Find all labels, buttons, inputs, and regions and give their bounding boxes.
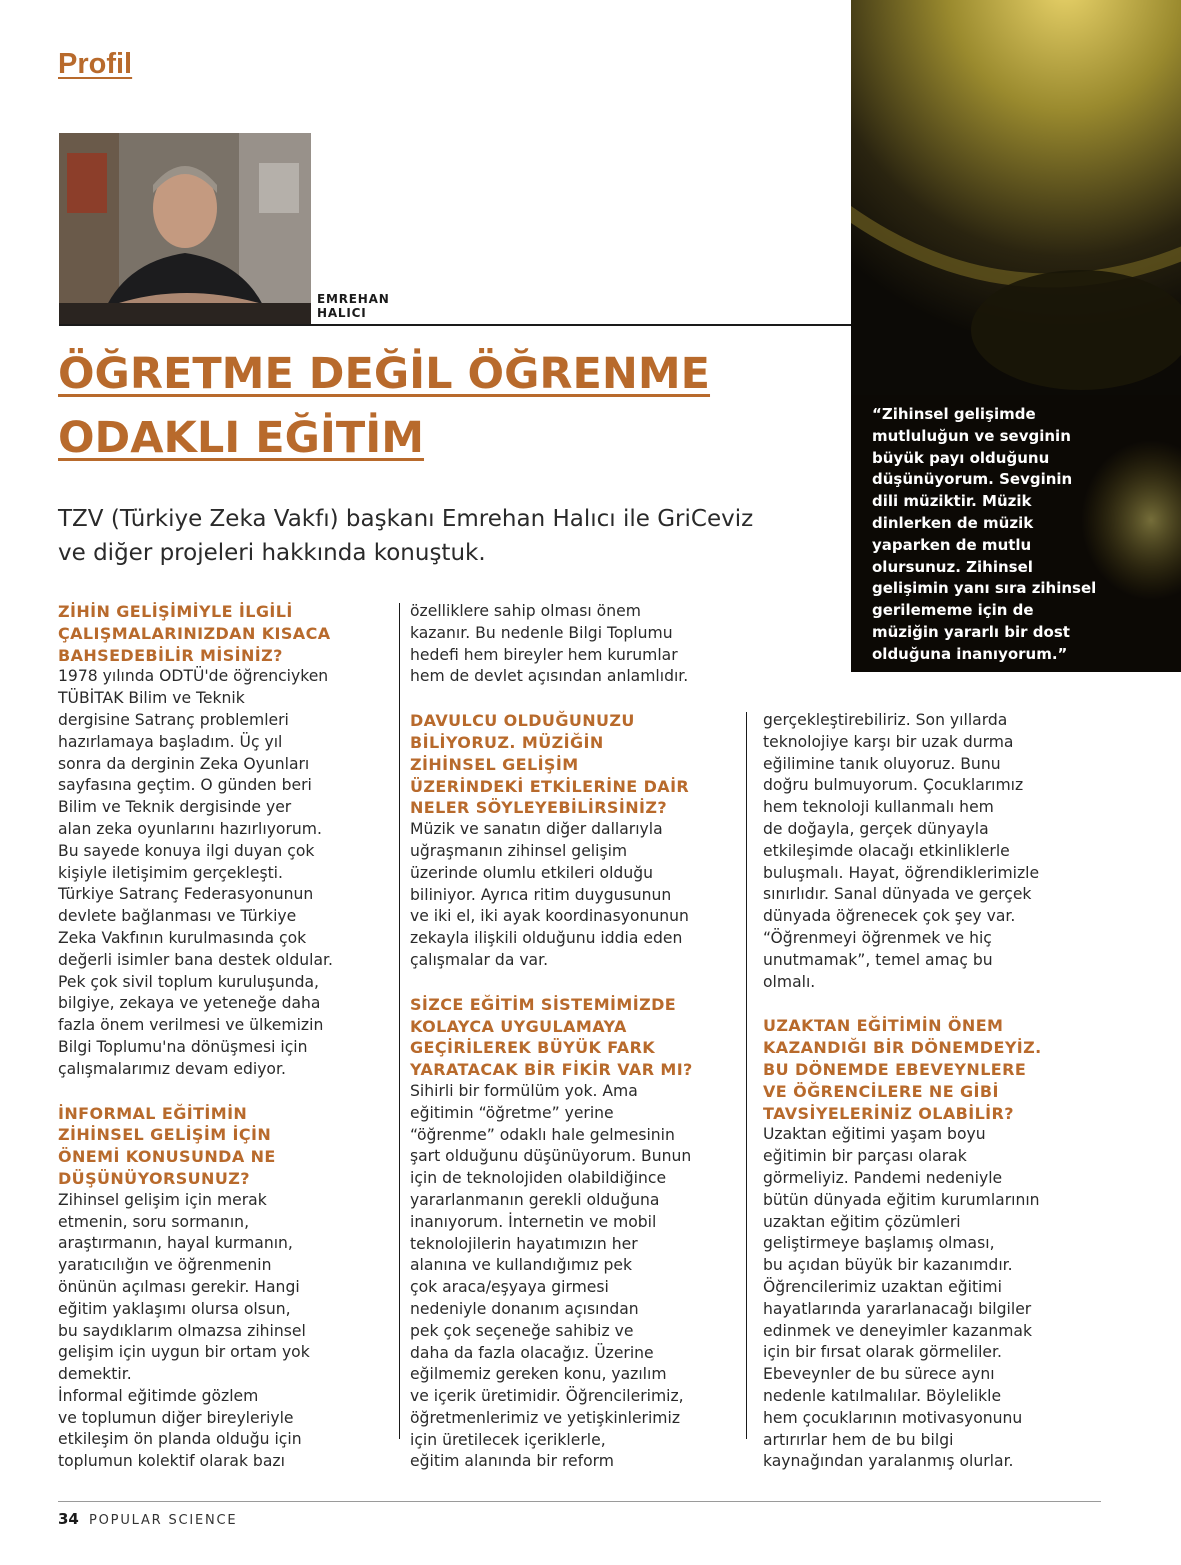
answer-text: Sihirli bir formülüm yok. Ama eğitimin “öğretme” yerine “öğrenme” odaklı hale gelmesinin şart olduğunu düşünüyorum. Bunun için de teknolojiden olabildiğince yararlanmanın gerekli olduğuna inanıyorum. İnternetin ve mobil teknolojilerin hayatımızın her alanına ve kullandığımız pek çok araca/eşyaya girmesi nedeniyle donanım açısından pek çok seçeneğe sahibiz ve daha da fazla olacağız. Üzerine eğilmemiz gereken konu, yazılım ve içerik üretimidir. Öğrencilerimiz, öğretmenlerimiz ve yetişkinlerimiz için üretilecek içeriklerle, eğitim alanında bir reform bbox=[410, 1081, 692, 1471]
question-heading: UZAKTAN EĞİTİMİN ÖNEM KAZANDIĞI BİR DÖNEMDEYİZ. BU DÖNEMDE EBEVEYNLERE VE ÖĞRENCİLERE NE GİBİ TAVSİYELERİNİZ OLABİLİR? bbox=[763, 1016, 1042, 1123]
answer-text: 1978 yılında ODTÜ'de öğrenciyken TÜBİTAK Bilim ve Teknik dergisine Satranç problemleri hazırlamaya başladım. Üç yıl sonra da derginin Zeka Oyunları sayfasına geçtim. O günden beri Bilim ve Teknik dergisinde yer alan zeka oyunlarını hazırlıyorum. Bu sayede konuya ilgi duyan çok kişiyle iletişimim gerçekleşti. Türkiye Satranç Federasyonunun devlete bağlanması ve Türkiye Zeka Vakfının kurulmasında çok değerli isimler bana destek oldular. Pek çok sivil toplum kuruluşunda, bilgiye, zekaya ve yeteneğe daha fazla önem verilmesi ve ülkemizin Bilgi Toplumu'na dönüşmesi için çalışmalarımız devam ediyor. bbox=[58, 667, 333, 1078]
answer-text: gerçekleştirebiliriz. Son yıllarda teknolojiye karşı bir uzak durma eğilimine tanık oluyoruz. Bunu doğru bulmuyorum. Çocuklarımız hem teknoloji kullanmalı hem de doğayla, gerçek dünyayla etkileşimde olacağı etkinliklerle buluşmalı. Hayat, öğrendiklerimizle sınırlıdır. Sanal dünyada ve gerçek dünyada öğrenecek çok şey var. “Öğrenmeyi öğrenmek ve hiç unutmamak”, temel amaç bu olmalı. bbox=[763, 711, 1040, 991]
column-divider bbox=[399, 603, 400, 1439]
divider-line bbox=[59, 324, 851, 326]
page-footer bbox=[58, 1510, 237, 1528]
pull-quote: “Zihinsel gelişimde mutluluğun ve sevginin büyük payı olduğunu düşünüyorum. Sevginin dili müziktir. Müzik dinlerken de müzik yaparken de mutlu olursunuz. Zihinsel gelişimin yanı sıra zihinsel gerilememe için de müziğin yararlı bir dost olduğuna inanıyorum.” bbox=[872, 405, 1097, 663]
question-heading: ZİHİN GELİŞİMİYLE İLGİLİ ÇALIŞMALARINIZDAN KISACA BAHSEDEBİLİR MİSİNİZ? bbox=[58, 602, 331, 665]
column-2 bbox=[410, 601, 720, 1473]
headline: ÖĞRETME DEĞİL ÖĞRENME ODAKLI EĞİTİM bbox=[58, 349, 711, 463]
footer-divider bbox=[58, 1501, 1101, 1502]
question-heading: SİZCE EĞİTİM SİSTEMİMİZDE KOLAYCA UYGULAMAYA GEÇİRİLEREK BÜYÜK FARK YARATACAK BİR FİKİR VAR MI? bbox=[410, 994, 693, 1080]
portrait-caption: EMREHAN HALICI bbox=[317, 292, 390, 320]
portrait-photo bbox=[59, 133, 311, 324]
column-3 bbox=[763, 710, 1073, 1473]
magazine-name: POPULAR SCIENCE bbox=[89, 1513, 238, 1528]
page-number: 34 bbox=[58, 1510, 79, 1528]
section-label: Profil bbox=[58, 48, 133, 80]
question-heading: DAVULCU OLDUĞUNUZU BİLİYORUZ. MÜZİĞİN ZİHİNSEL GELİŞİM ÜZERİNDEKİ ETKİLERİNE DAİR NELER SÖYLEYEBİLİRSİNİZ? bbox=[410, 711, 690, 818]
column-1 bbox=[58, 601, 368, 1473]
answer-text: özelliklere sahip olması önem kazanır. Bu nedenle Bilgi Toplumu hedefi hem bireyler hem kurumlar hem de devlet açısından anlamlıdır. bbox=[410, 602, 689, 686]
intro-deck: TZV (Türkiye Zeka Vakfı) başkanı Emrehan Halıcı ile GriCeviz ve diğer projeleri hakkında konuştuk. bbox=[58, 506, 754, 566]
answer-text: Uzaktan eğitimi yaşam boyu eğitimin bir parçası olarak görmeliyiz. Pandemi nedeniyle bütün dünyada eğitim kurumlarının uzaktan eğitim çözümleri geliştirmeye başlamış olması, bu açıdan büyük bir kazanımdır. Öğrencilerimiz uzaktan eğitimi hayatlarında yararlanacağı bilgiler edinmek ve deneyimler kazanmak için bir fırsat olarak görmeliler. Ebeveynler de bu sürece aynı nedenle katılmalılar. Böylelikle hem çocuklarının motivasyonunu artırırlar hem de bu bilgi kaynağından yaralanmış olurlar. bbox=[763, 1125, 1040, 1471]
question-heading: İNFORMAL EĞİTİMİN ZİHİNSEL GELİŞİM İÇİN ÖNEMİ KONUSUNDA NE DÜŞÜNÜYORSUNUZ? bbox=[58, 1103, 276, 1188]
answer-text: Zihinsel gelişim için merak etmenin, soru sormanın, araştırmanın, hayal kurmanın, yaratıcılığın ve öğrenmenin önünün açılması gerekir. Hangi eğitim yaklaşımı olursa olsun, bu saydıklarım olmazsa zihinsel gelişim için uygun bir ortam yok demektir. İnformal eğitimde gözlem ve toplumun diğer bireyleriyle etkileşim ön planda olduğu için toplumun kolektif olarak bazı bbox=[58, 1190, 310, 1471]
column-divider bbox=[746, 712, 747, 1439]
answer-text: Müzik ve sanatın diğer dallarıyla uğraşmanın zihinsel gelişim üzerinde olumlu etkileri olduğu biliniyor. Ayrıca ritim duygusunun ve iki el, iki ayak koordinasyonunun zekayla ilişkili olduğunu iddia eden çalışmalar da var. bbox=[410, 820, 689, 969]
